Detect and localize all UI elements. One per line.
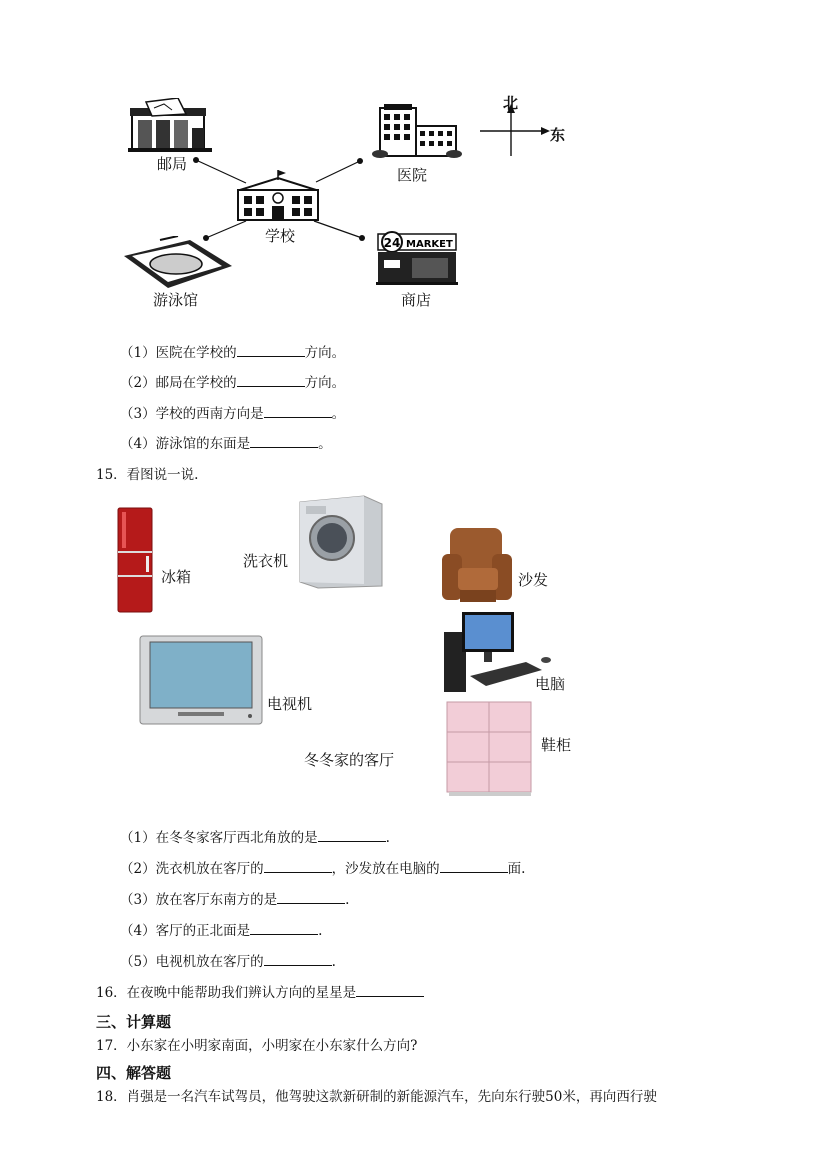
answer-blank[interactable] — [264, 952, 332, 966]
computer-label: 电脑 — [535, 675, 566, 693]
store-label: 商店 — [401, 291, 432, 309]
answer-blank[interactable] — [264, 404, 332, 418]
answer-blank[interactable] — [440, 859, 508, 873]
pool-icon — [120, 236, 236, 292]
east-label: 东 — [550, 126, 566, 144]
post-office-label: 邮局 — [157, 155, 188, 173]
answer-blank[interactable] — [318, 828, 386, 842]
answer-blank[interactable] — [237, 373, 305, 387]
q14-item-3: （3）学校的西南方向是 。 — [120, 406, 346, 422]
section-3-title: 三、计算题 — [96, 1013, 172, 1031]
store-icon — [372, 230, 460, 286]
store-sign-24: 24 — [383, 236, 401, 250]
q15-item-3: （3）放在客厅东南方的是 . — [120, 892, 350, 908]
hospital-icon — [372, 104, 462, 160]
shoe-cabinet-icon — [445, 700, 535, 800]
school-label: 学校 — [265, 227, 296, 245]
answer-blank[interactable] — [250, 434, 318, 448]
answer-blank[interactable] — [277, 890, 345, 904]
q15-item-4: （4）客厅的正北面是 . — [120, 923, 323, 939]
pool-label: 游泳馆 — [153, 291, 199, 309]
q16-text: 16．在夜晚中能帮助我们辨认方向的星星是 — [96, 981, 424, 1001]
hospital-label: 医院 — [397, 166, 428, 184]
school-icon — [232, 168, 324, 224]
section-4-title: 四、解答题 — [96, 1064, 172, 1082]
q15-item-1: （1）在冬冬家客厅西北角放的是 . — [120, 830, 390, 846]
room-caption: 冬冬家的客厅 — [304, 751, 395, 769]
fridge-label: 冰箱 — [161, 568, 192, 586]
tv-label: 电视机 — [267, 695, 313, 713]
q18-text: 18．肖强是一名汽车试驾员，他驾驶这款新研制的新能源汽车，先向东行驶50米，再向西行驶 — [96, 1089, 657, 1105]
north-label: 北 — [503, 94, 519, 112]
q15-item-5: （5）电视机放在客厅的 . — [120, 954, 336, 970]
q15-item-2: （2）洗衣机放在客厅的 ，沙发放在电脑的 面. — [120, 861, 526, 877]
sofa-icon — [440, 524, 516, 608]
store-sign-market: MARKET — [406, 239, 453, 250]
post-office-icon — [128, 98, 214, 156]
shoe-cabinet-label: 鞋柜 — [541, 736, 572, 754]
q14-item-4: （4）游泳馆的东面是 。 — [120, 436, 332, 452]
q14-item-1: （1）医院在学校的 方向。 — [120, 345, 346, 361]
fridge-icon — [116, 506, 156, 614]
answer-blank[interactable] — [237, 343, 305, 357]
washing-machine-icon — [298, 494, 384, 590]
q17-text: 17．小东家在小明家南面，小明家在小东家什么方向? — [96, 1038, 418, 1054]
sofa-label: 沙发 — [518, 571, 549, 589]
answer-blank[interactable] — [250, 921, 318, 935]
answer-blank[interactable] — [356, 983, 424, 997]
tv-icon — [138, 634, 264, 728]
washing-machine-label: 洗衣机 — [243, 552, 289, 570]
q14-item-2: （2）邮局在学校的 方向。 — [120, 375, 346, 391]
q15-title: 15．看图说一说. — [96, 467, 199, 483]
answer-blank[interactable] — [264, 859, 332, 873]
